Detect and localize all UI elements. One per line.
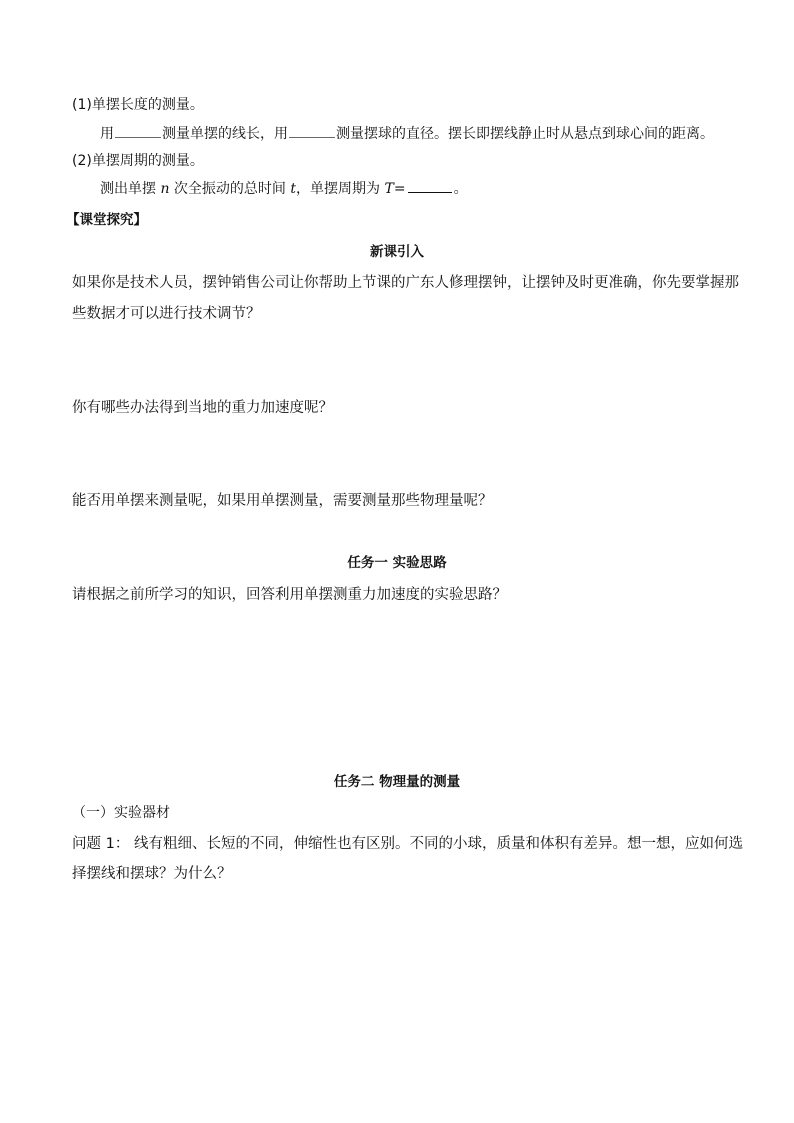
intro-q2: 你有哪些办法得到当地的重力加速度呢？ xyxy=(72,400,333,416)
task2-subheading: （一）实验器材 xyxy=(72,805,170,821)
task1-question: 请根据之前所学习的知识，回答利用单摆测重力加速度的实验思路？ xyxy=(72,587,507,603)
task2-question-line1: 问题 1： 线有粗细、长短的不同，伸缩性也有区别。不同的小球，质量和体积有差异。想一想，应如何选 xyxy=(72,836,743,852)
intro-q1-line2: 些数据才可以进行技术调节？ xyxy=(72,306,261,322)
task1-heading: 任务一 实验思路 xyxy=(347,555,447,571)
sec2-title: (2)单摆周期的测量。 xyxy=(72,153,204,169)
sec1-text-c: 测量摆球的直径。摆长即摆线静止时从悬点到球心间的距离。 xyxy=(336,126,714,142)
intro-q1-line1: 如果你是技术人员，摆钟销售公司让你帮助上节课的广东人修理摆钟，让摆钟及时更准确，你先要掌握那 xyxy=(72,275,739,291)
var-T: T xyxy=(384,181,394,197)
sec2-text-a: 测出单摆 xyxy=(100,181,161,197)
sec2-instruction xyxy=(100,178,468,199)
intro-q3: 能否用单摆来测量呢，如果用单摆测量，需要测量那些物理量呢？ xyxy=(72,493,493,509)
task2-heading: 任务二 物理量的测量 xyxy=(333,774,461,790)
sec1-text-a: 用 xyxy=(100,126,114,142)
sec2-text-c: ，单摆周期为 xyxy=(296,181,385,197)
period-formula-blank[interactable] xyxy=(408,178,452,193)
sec2-text-e: 。 xyxy=(453,181,468,197)
sec2-equals: = xyxy=(393,181,406,197)
length-tool-blank[interactable] xyxy=(115,123,161,138)
classroom-explore-header: 【课堂探究】 xyxy=(66,212,147,228)
sec2-text-b: 次全振动的总时间 xyxy=(169,181,291,197)
var-n: n xyxy=(160,181,170,197)
task2-question-line2: 择摆线和摆球？为什么？ xyxy=(72,866,232,882)
sec1-instruction xyxy=(100,123,714,144)
sec1-title: (1)单摆长度的测量。 xyxy=(72,97,204,113)
intro-heading: 新课引入 xyxy=(370,244,424,260)
var-t: t xyxy=(290,181,297,197)
diameter-tool-blank[interactable] xyxy=(289,123,335,138)
sec1-text-b: 测量单摆的线长，用 xyxy=(162,126,288,142)
